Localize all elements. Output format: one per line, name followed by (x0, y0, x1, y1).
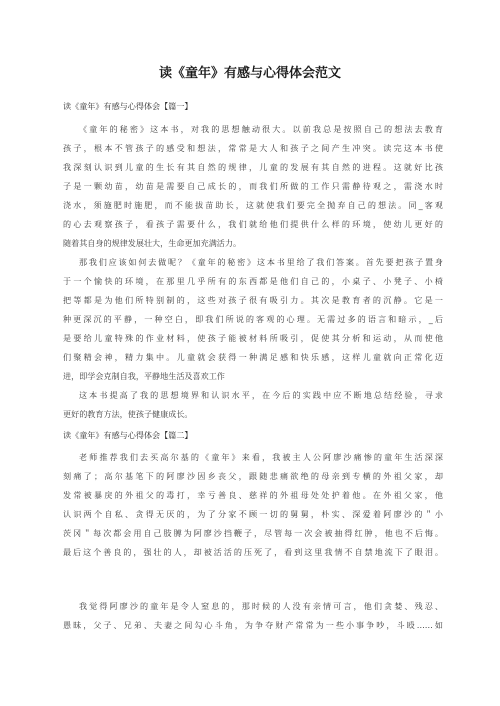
body-line: 们聚精会神，精力集中。儿童就会获得一种满足感和快乐感，这样儿童就向正常化迈 (63, 352, 443, 362)
body-line: 把等都是为他们所特别制的，这些对孩子很有吸引力。其次是教育者的沉静。它是一 (63, 295, 443, 305)
body-line: 更好的教育方法，使孩子健康成长。 (63, 409, 193, 419)
body-line: 那我们应该如何去做呢？《童年的秘密》这本书里给了我们答案。首先要把孩子置身 (79, 257, 443, 267)
body-line: 浇水，须施肥时施肥，而不能拔苗助长，这就使我们要完全抛弃自己的想法。同_客观 (63, 200, 443, 210)
body-line: 孩子，根本不管孩子的感受和想法，常常是大人和孩子之间产生冲突。读完这本书使 (63, 143, 443, 153)
body-line: 老师推荐我们去买高尔基的《童年》来看，我被主人公阿廖沙痛惨的童年生活深深 (79, 452, 443, 462)
body-line: 刻痛了；高尔基笔下的阿廖沙因乡丧父，跟随悲痛欲绝的母亲到专横的外祖父家，却 (63, 471, 443, 481)
body-line: 随着其自身的规律发展壮大，生命更加充满活力。 (63, 238, 242, 248)
body-line: 是要给儿童特殊的作业材料，使孩子能被材料所吸引，促使其分析和运动，从而使他 (63, 333, 443, 343)
body-line: 进，即学会克制自我，平静地生活及喜欢工作 (63, 371, 225, 381)
body-line: 茨冈＂每次都会用自己肢膊为阿廖沙挡鞭子，尽管每一次会被抽得红肿，他也不后悔。 (63, 528, 443, 538)
body-line: 发常被暴戾的外祖父的毒打，幸亏善良、慈祥的外祖母处处护着他。在外祖父家，他 (63, 490, 443, 500)
document-title: 读《童年》有感与心得体会范文 (158, 66, 341, 81)
body-line: 我觉得阿廖沙的童年是令人窒息的，那时候的人没有亲情可言，他们贪婪、残忍、 (79, 601, 443, 611)
body-line: 《童年的秘密》这本书，对我的思想触动很大。以前我总是按照自己的想法去教育 (79, 124, 443, 134)
body-line: 于一个愉快的环境，在那里几乎所有的东西都是他们自己的，小桌子、小凳子、小椅 (63, 276, 443, 286)
section-heading: 读《童年》有感与心得体会【篇二】 (63, 430, 193, 440)
body-line: 的心去观察孩子，看孩子需要什么，我们就给他们提供什么样的环境，使幼儿更好的 (63, 219, 443, 229)
body-line: 这本书提高了我的思想境界和认识水平，在今后的实践中应不断地总结经验，寻求 (79, 390, 443, 400)
section-heading: 读《童年》有感与心得体会【篇一】 (63, 101, 193, 111)
body-line: 种更深沉的平静，一种空白，即我们所说的客观的心理。无需过多的语言和暗示，_后 (63, 314, 443, 324)
body-line: 愚昧，父子、兄弟、夫妻之间勾心斗角，为争夺财产常常为一些小事争吵，斗殴……如 (63, 620, 443, 630)
body-line: 我深刻认识到儿童的生长有其自然的规律，儿童的发展有其自然的进程。这就好比孩 (63, 162, 443, 172)
body-line: 认识两个自私、贪得无厌的，为了分家不顾一切的舅舅，朴实、深爱着阿廖沙的＂小 (63, 509, 443, 519)
body-line: 最后这个善良的，强壮的人，却被活活的压死了，看到这里我情不自禁地流下了眼泪。 (63, 547, 443, 557)
body-line: 子是一颗幼苗，幼苗是需要自己成长的，而我们所做的工作只需静待观之，需浇水时 (63, 181, 443, 191)
